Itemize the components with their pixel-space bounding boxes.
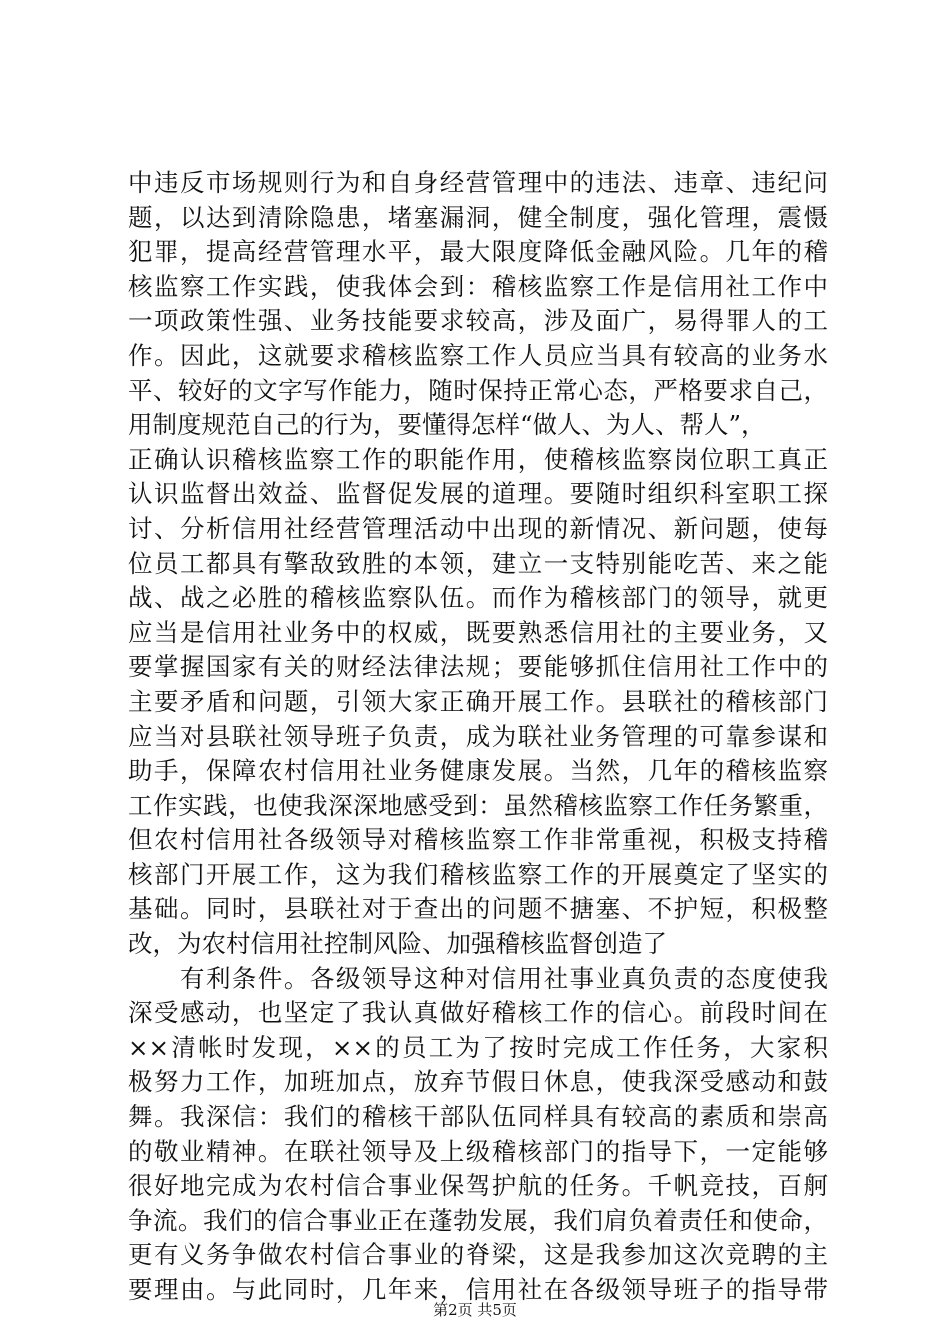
text-line: 很好地完成为农村信合事业保驾护航的任务。千帆竞技，百舸 [128, 1171, 828, 1201]
text-line: 有利条件。各级领导这种对信用社事业真负责的态度使我 [128, 963, 828, 993]
text-line: 基础。同时，县联社对于查出的问题不搪塞、不护短，积极整 [128, 894, 828, 924]
text-line: 的敬业精神。在联社领导及上级稽核部门的指导下，一定能够 [128, 1136, 828, 1166]
text-line: 极努力工作，加班加点，放弃节假日休息，使我深受感动和鼓 [128, 1067, 828, 1097]
text-line: 助手，保障农村信用社业务健康发展。当然，几年的稽核监察 [128, 756, 828, 786]
text-line: 作。因此，这就要求稽核监察工作人员应当具有较高的业务水 [128, 340, 828, 370]
text-line: 正确认识稽核监察工作的职能作用，使稽核监察岗位职工真正 [128, 444, 828, 474]
text-line: 战、战之必胜的稽核监察队伍。而作为稽核部门的领导，就更 [128, 583, 828, 613]
text-line: 平、较好的文字写作能力，随时保持正常心态，严格要求自己， [128, 375, 828, 405]
text-line: 核部门开展工作，这为我们稽核监察工作的开展奠定了坚实的 [128, 859, 828, 889]
text-line: 争流。我们的信合事业正在蓬勃发展，我们肩负着责任和使命， [128, 1205, 828, 1235]
text-line: 犯罪，提高经营管理水平，最大限度降低金融风险。几年的稽 [128, 237, 828, 267]
text-line: 要掌握国家有关的财经法律法规；要能够抓住信用社工作中的 [128, 652, 828, 682]
document-body [128, 166, 828, 1308]
text-line: 要理由。与此同时，几年来，信用社在各级领导班子的指导带 [128, 1275, 828, 1304]
text-line: 一项政策性强、业务技能要求较高，涉及面广，易得罪人的工 [128, 306, 828, 336]
text-line: 中违反市场规则行为和自身经营管理中的违法、违章、违纪问 [128, 168, 828, 197]
text-line: 但农村信用社各级领导对稽核监察工作非常重视，积极支持稽 [128, 825, 828, 855]
text-line: 应当对县联社领导班子负责，成为联社业务管理的可靠参谋和 [128, 721, 828, 751]
text-line: 主要矛盾和问题，引领大家正确开展工作。县联社的稽核部门 [128, 686, 828, 716]
text-line: 位员工都具有擎敌致胜的本领，建立一支特别能吃苦、来之能 [128, 548, 828, 578]
page-number: 第2页 共5页 [433, 1301, 517, 1319]
text-line: 舞。我深信：我们的稽核干部队伍同样具有较高的素质和崇高 [128, 1102, 828, 1132]
text-line: 用制度规范自己的行为，要懂得怎样“做人、为人、帮人”， [128, 410, 766, 440]
text-line: ××清帐时发现，××的员工为了按时完成工作任务，大家积 [128, 1032, 828, 1062]
text-line: 讨、分析信用社经营管理活动中出现的新情况、新问题，使每 [128, 513, 828, 543]
text-line: 工作实践，也使我深深地感受到：虽然稽核监察工作任务繁重， [128, 790, 828, 820]
page-footer [0, 1300, 950, 1320]
text-line: 更有义务争做农村信合事业的脊梁，这是我参加这次竞聘的主 [128, 1240, 828, 1270]
text-line: 改，为农村信用社控制风险、加强稽核监督创造了 [128, 929, 667, 959]
text-line: 应当是信用社业务中的权威，既要熟悉信用社的主要业务，又 [128, 617, 828, 647]
text-line: 深受感动，也坚定了我认真做好稽核工作的信心。前段时间在 [128, 998, 828, 1028]
text-line: 认识监督出效益、监督促发展的道理。要随时组织科室职工探 [128, 479, 828, 509]
text-line: 核监察工作实践，使我体会到：稽核监察工作是信用社工作中 [128, 271, 828, 301]
text-line: 题，以达到清除隐患，堵塞漏洞，健全制度，强化管理，震慑 [128, 202, 828, 232]
